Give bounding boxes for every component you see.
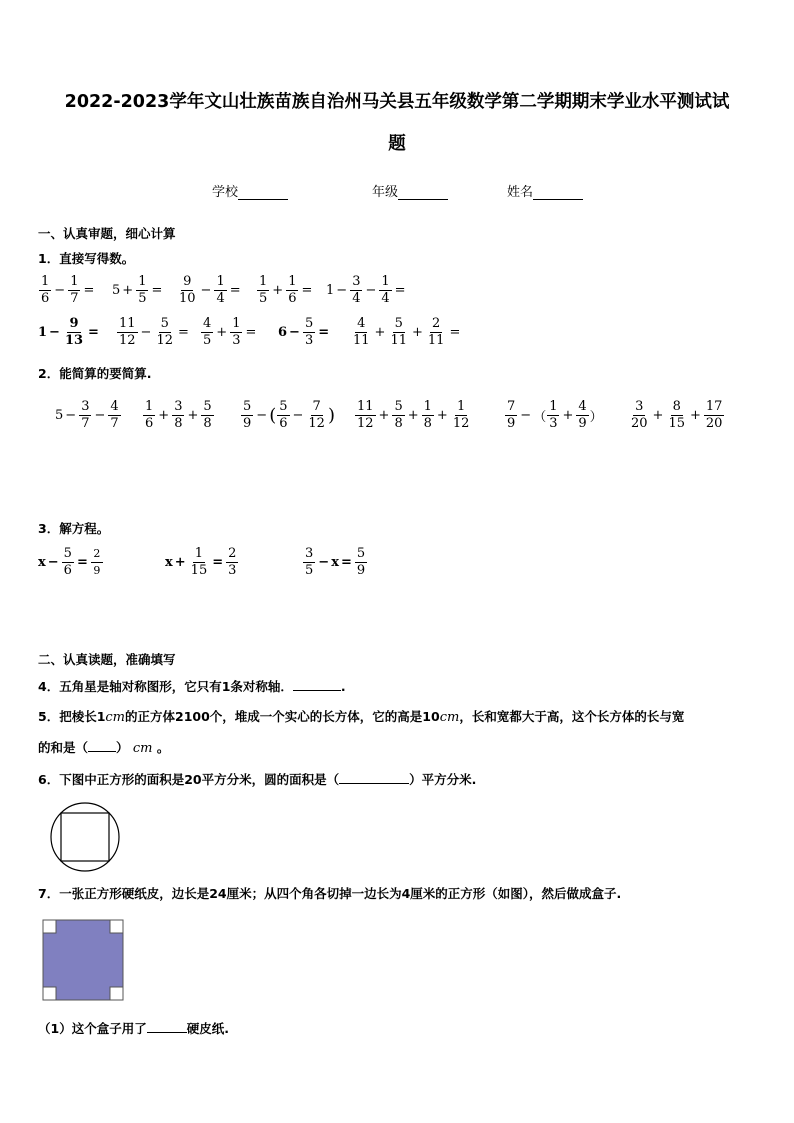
cardboard-figure	[42, 919, 124, 1001]
answer-blank[interactable]	[88, 739, 116, 752]
q1-expr-4: $\frac{1}{5}$ + $\frac{1}{6}$ =	[259, 274, 313, 306]
section-2-heading: 二、认真读题，准确填写	[38, 652, 176, 667]
q2-expr-4: $\frac{11}{12}$ + $\frac{5}{8}$ + $\frac{1}{8}$ + $\frac{1}{12}$	[357, 399, 470, 431]
q1-expr-10: $\frac{4}{11}$ + $\frac{5}{11}$ + $\frac{2}{11}$ =	[353, 316, 461, 348]
answer-blank[interactable]	[147, 1020, 187, 1033]
q1-expr-5: 1 − $\frac{3}{4}$ − $\frac{1}{4}$ =	[326, 274, 406, 306]
question-6: 6．下图中正方形的面积是20平方分米，圆的面积是（ ）平方分米.	[38, 772, 477, 787]
q1-expr-8: $\frac{4}{5}$ + $\frac{1}{3}$ =	[203, 316, 257, 348]
section-1-heading: 一、认真审题，细心计算	[38, 226, 176, 241]
q2-expr-6: $\frac{3}{20}$ + $\frac{8}{15}$ + $\frac{17}{20}$	[631, 399, 723, 431]
cut-corner	[43, 987, 56, 1000]
grade-field: 年级	[372, 181, 448, 200]
q2-expr-3: $\frac{5}{9}$ − ( $\frac{5}{6}$ − $\frac{7}{12}$ )	[243, 399, 335, 431]
inscribed-square	[61, 813, 109, 861]
q3-eq-1: x − $\frac{5}{6}$ = $\frac{2}{9}$	[38, 547, 104, 578]
q1-expr-3: $\frac{9}{10}$ − $\frac{1}{4}$ =	[179, 274, 241, 306]
q2-expr-1: 5 − $\frac{3}{7}$ − $\frac{4}{7}$	[55, 399, 119, 431]
q1-expr-1: $\frac{1}{6}$ − $\frac{1}{7}$ =	[41, 274, 95, 306]
answer-blank[interactable]	[339, 771, 409, 784]
question-7-part-1: （1）这个盒子用了 硬皮纸.	[38, 1021, 229, 1036]
cut-corner	[110, 920, 123, 933]
question-5-line2: 的和是（ ） cm 。	[38, 740, 170, 756]
q3-eq-2: x + $\frac{1}{15}$ = $\frac{2}{3}$	[165, 546, 237, 578]
question-4: 4．五角星是轴对称图形，它只有1条对称轴． .	[38, 679, 346, 694]
cut-corner	[110, 987, 123, 1000]
circle-square-figure	[46, 801, 124, 873]
answer-blank[interactable]	[293, 678, 341, 691]
q2-expr-5: $\frac{7}{9}$ − （ $\frac{1}{3}$ + $\frac{4}{9}$ ）	[507, 399, 603, 431]
q2-expr-2: $\frac{1}{6}$ + $\frac{3}{8}$ + $\frac{5}{8}$	[145, 399, 212, 431]
q1-expr-7: $\frac{11}{12}$ − $\frac{5}{12}$ =	[119, 316, 189, 348]
page-title-line2: 题	[388, 134, 406, 154]
cut-corner	[43, 920, 56, 933]
q3-eq-3: $\frac{3}{5}$ − x = $\frac{5}{9}$	[305, 546, 366, 578]
question-5: 5．把棱长1cm的正方体2100个，堆成一个实心的长方体，它的高是10cm，长和宽都大于高，这个长方体的长与宽	[38, 709, 685, 725]
q1-expr-6: 1 − $\frac{9}{13}$ =	[38, 316, 99, 348]
q1-expr-9: 6 − $\frac{5}{3}$ =	[278, 316, 330, 348]
q1-expr-2: 5 + $\frac{1}{5}$ =	[112, 274, 163, 306]
school-field: 学校	[212, 181, 288, 200]
name-field: 姓名	[507, 181, 583, 200]
question-1: 1．直接写得数。	[38, 251, 135, 266]
question-3: 3．解方程。	[38, 521, 110, 536]
question-7: 7．一张正方形硬纸皮，边长是24厘米；从四个角各切掉一边长为4厘米的正方形（如图），然后做成盒子.	[38, 886, 622, 901]
page-title: 2022-2023学年文山壮族苗族自治州马关县五年级数学第二学期期末学业水平测试试	[64, 92, 730, 112]
question-2: 2．能简算的要简算.	[38, 366, 152, 381]
